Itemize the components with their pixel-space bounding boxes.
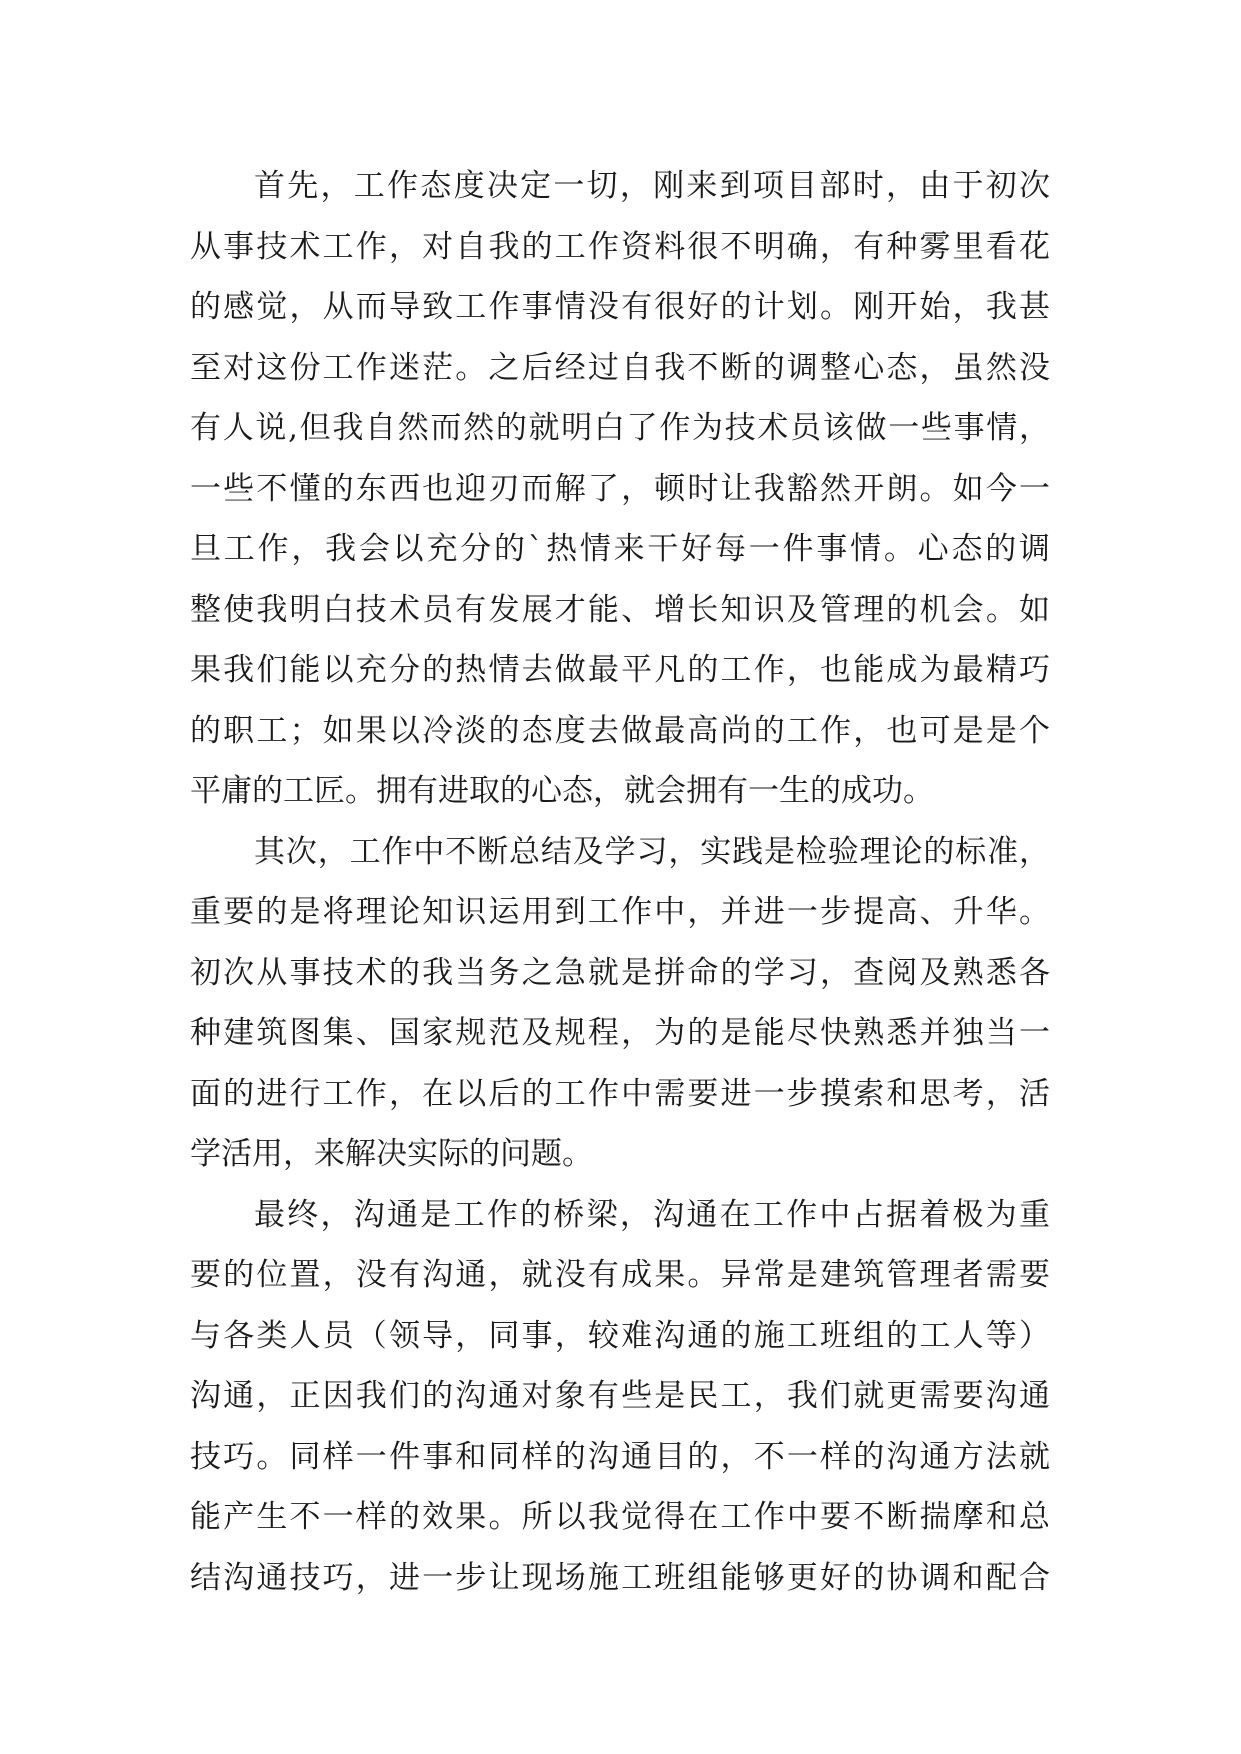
- text-line: 要的位置，没有沟通，就没有成果。异常是建筑管理者需要: [190, 1257, 1050, 1293]
- text-line: 有人说,但我自然而然的就明白了作为技术员该做一些事情，: [190, 410, 1050, 446]
- text-line: 沟通，正因我们的沟通对象有些是民工，我们就更需要沟通: [190, 1378, 1050, 1414]
- text-line: 重要的是将理论知识运用到工作中，并进一步提高、升华。: [190, 894, 1050, 930]
- document-body: [190, 156, 1050, 1608]
- text-line: 与各类人员（领导，同事，较难沟通的施工班组的工人等）: [190, 1317, 1050, 1354]
- text-line: 平庸的工匠。拥有进取的心态，就会拥有一生的成功。: [190, 773, 934, 809]
- text-line: 种建筑图集、国家规范及规程，为的是能尽快熟悉并独当一: [190, 1015, 1050, 1051]
- text-line: 初次从事技术的我当务之急就是拼命的学习，查阅及熟悉各: [190, 954, 1050, 991]
- paragraph-communication: [190, 1185, 1050, 1609]
- text-line: 技巧。同样一件事和同样的沟通目的，不一样的沟通方法就: [190, 1438, 1050, 1475]
- text-line: 面的进行工作，在以后的工作中需要进一步摸索和思考，活: [190, 1075, 1050, 1112]
- text-line: 整使我明白技术员有发展才能、增长知识及管理的机会。如: [190, 591, 1050, 628]
- text-line: 最终，沟通是工作的桥梁，沟通在工作中占据着极为重: [254, 1196, 1050, 1233]
- text-line: 旦工作，我会以充分的`热情来干好每一件事情。心态的调: [190, 531, 1050, 567]
- text-line: 其次，工作中不断总结及学习，实践是检验理论的标准，: [254, 833, 1050, 870]
- text-line: 能产生不一样的效果。所以我觉得在工作中要不断揣摩和总: [190, 1499, 1050, 1535]
- paragraph-learning: [190, 822, 1050, 1185]
- text-line: 的感觉，从而导致工作事情没有很好的计划。刚开始，我甚: [190, 289, 1050, 325]
- text-line: 果我们能以充分的热情去做最平凡的工作，也能成为最精巧: [190, 652, 1050, 688]
- text-line: 的职工；如果以冷淡的态度去做最高尚的工作，也可是是个: [190, 712, 1050, 749]
- text-line: 学活用，来解决实际的问题。: [190, 1136, 593, 1172]
- text-line: 首先，工作态度决定一切，刚来到项目部时，由于初次: [254, 168, 1050, 204]
- text-line: 一些不懂的东西也迎刃而解了，顿时让我豁然开朗。如今一: [190, 470, 1050, 507]
- paragraph-attitude: [190, 156, 1050, 822]
- text-line: 从事技术工作，对自我的工作资料很不明确，有种雾里看花: [190, 228, 1050, 265]
- text-line: 结沟通技巧，进一步让现场施工班组能够更好的协调和配合: [190, 1559, 1050, 1596]
- text-line: 至对这份工作迷茫。之后经过自我不断的调整心态，虽然没: [190, 349, 1050, 386]
